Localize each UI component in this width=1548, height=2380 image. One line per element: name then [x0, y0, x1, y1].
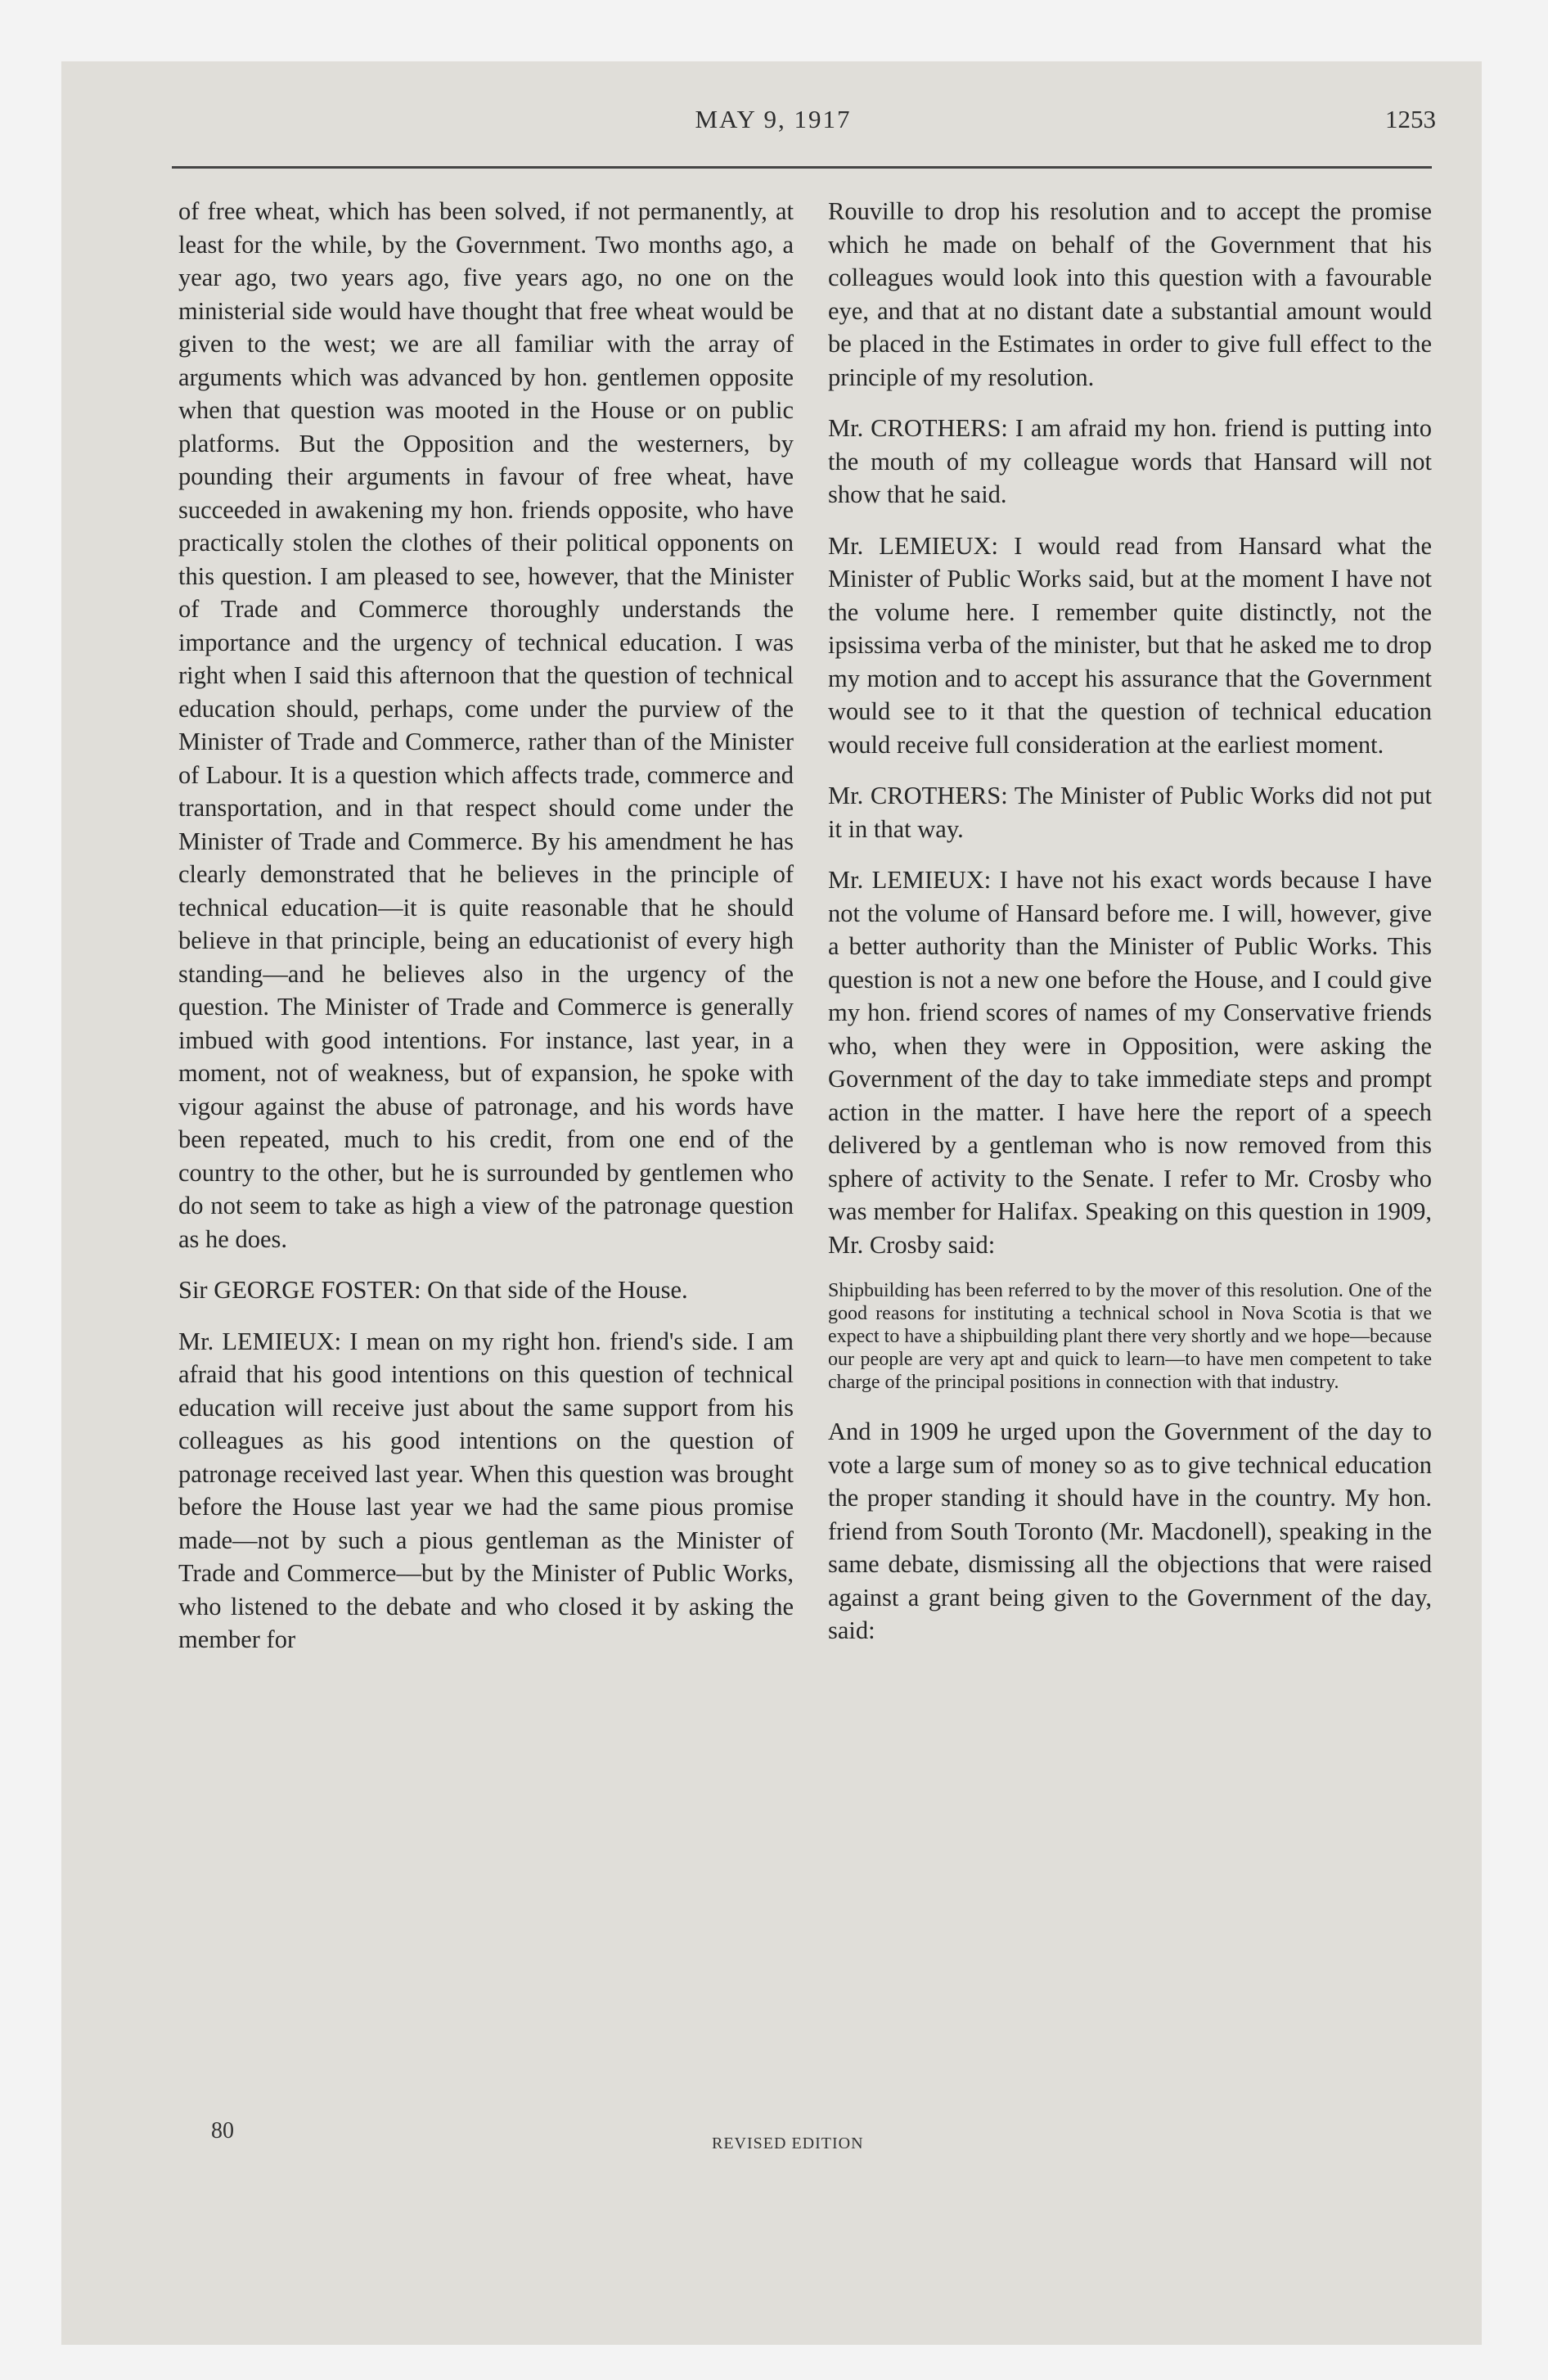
- paragraph-lemieux-3: Mr. LEMIEUX: I have not his exact words because I have not the volume of Hansard before me. I will, however, give a better authority than the Minister of Public Works. This question is not a new one before the House, and I could give my hon. friend scores of names of my Conservative friends who, when they were in Opposition, were asking the Government of the day to take immediate steps and prompt action in the matter. I have here the report of a speech delivered by a gentleman who is now removed from this sphere of activity to the Senate. I refer to Mr. Crosby who was member for Halifax. Speaking on this question in 1909, Mr. Crosby said:: [828, 866, 1432, 1259]
- page-header: [110, 97, 1436, 154]
- paragraph-1909: And in 1909 he urged upon the Government of the day to vote a large sum of money so as to give technical education the proper standing it should have in the country. My hon. friend from South Toronto (Mr. Macdonell), speaking in the same debate, dismissing all the objections that were raised against a grant being given to the Government of the day, said:: [828, 1418, 1432, 1644]
- page-number: 1253: [1385, 105, 1436, 133]
- left-column: [178, 195, 794, 1675]
- page-date: MAY 9, 1917: [695, 105, 852, 133]
- signature-number: 80: [211, 2118, 234, 2143]
- paragraph-free-wheat: of free wheat, which has been solved, if not permanently, at least for the while, by the Government. Two months ago, a year ago, two years ago, five years ago, no one on the ministerial side would have thought that free wheat would be given to the west; we are all familiar with the array of arguments which was advanced by hon. gentlemen opposite when that question was mooted in the House or on public platforms. But the Opposition and the westerners, by pounding their arguments in favour of free wheat, have succeeded in awakening my hon. friends opposite, who have practically stolen the clothes of their political opponents on this question. I am pleased to see, however, that the Minister of Trade and Commerce thoroughly understands the importance and the urgency of technical education. I was right when I said this afternoon that the question of technical education should, perhaps, come under the purview of the Minister of Trade and Commerce, rather than of the Minister of Labour. It is a question which affects trade, commerce and transportation, and in that respect should come under the Minister of Trade and Commerce. By his amendment he has clearly demonstrated that he believes in the principle of technical education—it is quite reasonable that he should believe in that principle, being an educationist of every high standing—and he believes also in the urgency of the question. The Minister of Trade and Commerce is generally imbued with good intentions. For instance, last year, in a moment, not of weakness, but of expansion, he spoke with vigour against the abuse of patronage, and his words have been repeated, much to his credit, from one end of the country to the other, but he is surrounded by gentlemen who do not seem to take as high a view of the patronage question as he does.: [178, 197, 794, 1253]
- paragraph-lemieux-1: Mr. LEMIEUX: I mean on my right hon. friend's side. I am afraid that his good intentions on this question of technical education will receive just about the same support from his colleagues as his good intentions on the question of patronage received last year. When this question was brought before the House last year we had the same pious promise made—not by such a pious gentleman as the Minister of Trade and Commerce—but by the Minister of Public Works, who listened to the debate and who closed it by asking the member for: [178, 1327, 794, 1653]
- right-column: [828, 195, 1432, 1666]
- quotation-crosby: Shipbuilding has been referred to by the mover of this resolution. One of the good reasons for instituting a technical school in Nova Scotia is that we expect to have a shipbuilding plant there very shortly and we hope—because our people are very apt and quick to learn—to have men competent to take charge of the principal positions in connection with that industry.: [828, 1280, 1432, 1393]
- edition-label: REVISED EDITION: [712, 2134, 864, 2152]
- paragraph-lemieux-2: Mr. LEMIEUX: I would read from Hansard what the Minister of Public Works said, but at the moment I have not the volume here. I remember quite distinctly, not the ipsissima verba of the minister, but that he asked me to drop my motion and to accept his assurance that the Government would see to it that the question of technical education would receive full consideration at the earliest moment.: [828, 531, 1432, 759]
- paragraph-crothers-2: Mr. CROTHERS: The Minister of Public Works did not put it in that way.: [828, 782, 1432, 843]
- paragraph-crothers-1: Mr. CROTHERS: I am afraid my hon. friend is putting into the mouth of my colleague words that Hansard will not show that he said.: [828, 414, 1432, 508]
- paragraph-foster: Sir GEORGE FOSTER: On that side of the House.: [178, 1276, 688, 1304]
- paragraph-rouville: Rouville to drop his resolution and to accept the promise which he made on behalf of the Government that his colleagues would look into this question with a favourable eye, and that at no distant date a substantial amount would be placed in the Estimates in order to give full effect to the principle of my resolution.: [828, 197, 1432, 391]
- header-rule: [172, 166, 1432, 169]
